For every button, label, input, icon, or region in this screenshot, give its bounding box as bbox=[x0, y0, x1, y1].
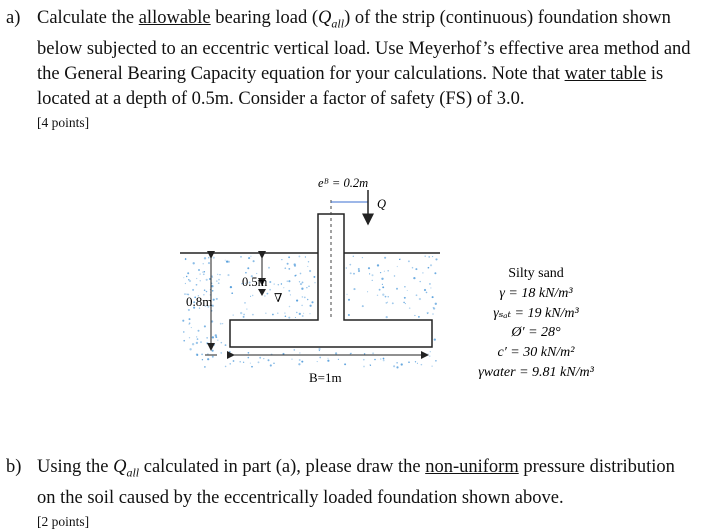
soil-dot bbox=[393, 365, 395, 367]
soil-dot bbox=[183, 277, 184, 278]
soil-dot bbox=[206, 342, 208, 344]
soil-dot bbox=[296, 312, 297, 313]
soil-dot bbox=[421, 364, 423, 366]
soil-dot bbox=[204, 366, 206, 368]
soil-dot bbox=[429, 283, 431, 285]
soil-dot bbox=[189, 324, 190, 325]
soil-dot bbox=[372, 274, 374, 276]
soil-dot bbox=[256, 273, 257, 274]
soil-dot bbox=[296, 300, 298, 302]
soil-dot bbox=[290, 294, 291, 295]
soil-dot bbox=[218, 282, 220, 284]
soil-dot bbox=[422, 272, 423, 273]
soil-dot bbox=[218, 279, 220, 281]
soil-dot bbox=[196, 336, 197, 337]
soil-dot bbox=[408, 260, 410, 262]
soil-dot bbox=[404, 286, 406, 288]
soil-dot bbox=[293, 349, 295, 351]
soil-dot bbox=[227, 274, 229, 276]
soil-dot bbox=[284, 312, 285, 313]
soil-dot bbox=[317, 361, 318, 362]
soil-dot bbox=[285, 315, 287, 317]
soil-dot bbox=[243, 316, 245, 318]
soil-gamma-water: γwater = 9.81 kN/m³ bbox=[478, 365, 594, 380]
soil-dot bbox=[240, 256, 242, 258]
soil-dot bbox=[369, 273, 370, 274]
soil-dot bbox=[404, 297, 406, 299]
soil-dot bbox=[309, 313, 310, 314]
soil-dot bbox=[318, 348, 320, 350]
soil-dot bbox=[424, 255, 425, 256]
soil-dot bbox=[189, 280, 191, 282]
soil-dot bbox=[189, 337, 190, 338]
soil-dot bbox=[382, 294, 384, 296]
soil-dot bbox=[302, 315, 304, 317]
soil-dot bbox=[294, 265, 296, 267]
soil-dot bbox=[187, 272, 189, 274]
soil-dot bbox=[182, 320, 184, 322]
soil-dot bbox=[220, 352, 222, 354]
soil-dot bbox=[208, 257, 209, 258]
soil-dot bbox=[305, 256, 306, 257]
soil-dot bbox=[246, 309, 247, 310]
soil-dot bbox=[348, 314, 350, 316]
soil-dot bbox=[311, 301, 313, 303]
soil-dot bbox=[183, 340, 185, 342]
soil-dot bbox=[298, 363, 300, 365]
soil-dot bbox=[362, 257, 363, 258]
soil-dot bbox=[212, 336, 214, 338]
soil-dot bbox=[409, 307, 411, 309]
soil-dot bbox=[346, 267, 347, 268]
soil-dot bbox=[288, 280, 290, 282]
non-uniform-underlined: non-uniform bbox=[425, 457, 519, 477]
soil-dot bbox=[204, 271, 206, 273]
soil-dot bbox=[213, 257, 215, 259]
soil-dot bbox=[198, 330, 200, 332]
soil-dot bbox=[270, 364, 272, 366]
soil-dot bbox=[212, 356, 214, 358]
soil-dot bbox=[191, 327, 192, 328]
soil-dot bbox=[304, 297, 306, 299]
soil-dot bbox=[302, 281, 304, 283]
soil-dot bbox=[435, 258, 437, 260]
soil-dot bbox=[230, 286, 232, 288]
soil-dot bbox=[219, 274, 220, 275]
soil-dot bbox=[387, 270, 389, 272]
soil-dot bbox=[383, 359, 385, 361]
soil-dot bbox=[299, 359, 301, 361]
soil-dot bbox=[379, 289, 381, 291]
soil-dot bbox=[225, 260, 226, 261]
soil-dot bbox=[338, 359, 339, 360]
soil-name: Silty sand bbox=[508, 266, 564, 281]
soil-dot bbox=[250, 363, 251, 364]
soil-dot bbox=[196, 278, 197, 279]
soil-dot bbox=[198, 269, 200, 271]
soil-dot bbox=[258, 361, 260, 363]
water-depth-label: 0.5m bbox=[242, 275, 268, 289]
soil-dot bbox=[363, 359, 365, 361]
soil-dot bbox=[197, 338, 199, 340]
soil-dot bbox=[399, 259, 400, 260]
soil-dot bbox=[264, 295, 265, 296]
soil-gamma-sat: γₛₐₜ = 19 kN/m³ bbox=[493, 306, 579, 321]
soil-dot bbox=[278, 284, 279, 285]
soil-dot bbox=[288, 317, 290, 319]
soil-dot bbox=[434, 272, 436, 274]
soil-dot bbox=[269, 289, 271, 291]
soil-dot bbox=[344, 363, 346, 365]
soil-dot bbox=[217, 339, 218, 340]
soil-dot bbox=[295, 317, 296, 318]
soil-dot bbox=[301, 288, 303, 290]
soil-dot bbox=[407, 290, 408, 291]
soil-dot bbox=[358, 268, 360, 270]
soil-dot bbox=[188, 309, 190, 311]
soil-dot bbox=[212, 350, 214, 352]
soil-dot bbox=[403, 302, 405, 304]
soil-dot bbox=[186, 276, 187, 277]
soil-dot bbox=[401, 363, 403, 365]
soil-dot bbox=[367, 291, 368, 292]
soil-dot bbox=[240, 312, 242, 314]
water-table-symbol: ∇ bbox=[274, 291, 283, 305]
load-label: Q bbox=[377, 197, 387, 211]
soil-dot bbox=[301, 361, 303, 363]
soil-dot bbox=[289, 306, 291, 308]
soil-dot bbox=[306, 287, 307, 288]
soil-dot bbox=[372, 352, 374, 354]
soil-dot bbox=[225, 366, 227, 368]
soil-dot bbox=[245, 272, 247, 274]
allowable-underlined: allowable bbox=[138, 8, 211, 28]
soil-dot bbox=[418, 316, 420, 318]
soil-dot bbox=[273, 362, 275, 364]
soil-dot bbox=[265, 313, 266, 314]
soil-dot bbox=[353, 288, 355, 290]
soil-dot bbox=[216, 280, 218, 282]
soil-dot bbox=[247, 267, 249, 269]
soil-dot bbox=[377, 295, 378, 296]
question-a-points: [4 points] bbox=[37, 114, 90, 130]
soil-dot bbox=[386, 316, 388, 318]
soil-dot bbox=[204, 289, 206, 291]
soil-dot bbox=[250, 296, 251, 297]
soil-dot bbox=[268, 267, 270, 269]
soil-dot bbox=[382, 284, 383, 285]
soil-dot bbox=[253, 260, 255, 262]
soil-dot bbox=[435, 303, 437, 305]
soil-dot bbox=[368, 267, 370, 269]
soil-dot bbox=[183, 331, 184, 332]
soil-dot bbox=[419, 298, 421, 300]
soil-dot bbox=[303, 313, 304, 314]
soil-dot bbox=[358, 270, 360, 272]
soil-dot bbox=[207, 358, 209, 360]
soil-dot bbox=[287, 263, 289, 265]
soil-dot bbox=[300, 273, 302, 275]
soil-dot bbox=[319, 357, 321, 359]
soil-dot bbox=[419, 281, 420, 282]
soil-dot bbox=[426, 292, 428, 294]
soil-dot bbox=[299, 313, 301, 315]
soil-dot bbox=[252, 314, 254, 316]
soil-phi: Ø′ = 28° bbox=[511, 325, 561, 340]
soil-dot bbox=[394, 275, 395, 276]
soil-dot bbox=[287, 280, 288, 281]
soil-dot bbox=[415, 268, 417, 270]
soil-dot bbox=[307, 299, 309, 301]
soil-dot bbox=[363, 366, 365, 368]
soil-dot bbox=[202, 359, 203, 360]
q-all-symbol-b: $Q_{all}$ bbox=[113, 457, 140, 480]
question-b-number: b) bbox=[6, 457, 22, 477]
soil-dot bbox=[396, 288, 398, 290]
soil-dot bbox=[349, 264, 351, 266]
soil-dot bbox=[248, 357, 250, 359]
soil-dot bbox=[364, 353, 366, 355]
question-a-number: a) bbox=[6, 8, 21, 28]
soil-dot bbox=[189, 348, 191, 350]
soil-dot bbox=[377, 264, 379, 266]
soil-dot bbox=[244, 302, 245, 303]
soil-dot bbox=[196, 342, 198, 344]
soil-dot bbox=[300, 283, 302, 285]
soil-dot bbox=[185, 259, 187, 261]
soil-dot bbox=[427, 312, 429, 314]
soil-dot bbox=[213, 299, 215, 301]
soil-dot bbox=[353, 273, 355, 275]
soil-dot bbox=[431, 366, 432, 367]
soil-dot bbox=[268, 359, 270, 361]
soil-dot bbox=[397, 266, 398, 267]
soil-dot bbox=[319, 350, 320, 351]
q-all-symbol: $Q_{all}$ bbox=[318, 8, 345, 31]
soil-dot bbox=[380, 358, 381, 359]
soil-dot bbox=[433, 307, 435, 309]
soil-dot bbox=[424, 289, 426, 291]
soil-dot bbox=[353, 256, 354, 257]
soil-dot bbox=[213, 344, 215, 346]
soil-dot bbox=[202, 272, 203, 273]
soil-dot bbox=[396, 366, 398, 368]
soil-dot bbox=[233, 360, 235, 362]
soil-dot bbox=[350, 353, 351, 354]
soil-dot bbox=[206, 291, 207, 292]
soil-dot bbox=[263, 358, 264, 359]
soil-dot bbox=[231, 292, 233, 294]
soil-dot bbox=[222, 323, 223, 324]
soil-dot bbox=[193, 262, 195, 264]
soil-dot bbox=[313, 276, 315, 278]
soil-dot bbox=[432, 313, 434, 315]
soil-dot bbox=[229, 351, 231, 353]
soil-dot bbox=[207, 353, 208, 354]
soil-dot bbox=[405, 303, 406, 304]
soil-dot bbox=[200, 274, 201, 275]
soil-dot bbox=[196, 284, 198, 286]
soil-dot bbox=[206, 279, 208, 281]
soil-dot bbox=[327, 360, 329, 362]
width-label: B=1m bbox=[309, 370, 342, 385]
soil-dot bbox=[259, 357, 261, 359]
soil-dot bbox=[192, 289, 194, 291]
soil-dot bbox=[348, 299, 350, 301]
depth-label: 0.8m bbox=[186, 294, 213, 309]
soil-dot bbox=[430, 287, 431, 288]
water-table-underlined: water table bbox=[564, 63, 647, 84]
soil-dot bbox=[215, 334, 217, 336]
water-table-marker bbox=[258, 289, 266, 296]
soil-dot bbox=[385, 296, 387, 298]
soil-dot bbox=[380, 272, 381, 273]
soil-dot bbox=[225, 344, 227, 346]
soil-dot bbox=[308, 286, 309, 287]
soil-dot bbox=[288, 268, 290, 270]
soil-dot bbox=[228, 261, 230, 263]
question-a-text: Calculate the allowable bearing load $(Q_{all})$ of the strip (continuous) foundation shown below subjected to an eccentric vertical load. Use Meyerhof’s effective area method and the General Bearing Capacity equation for your calculations. Note that water table is located at a depth of 0.5m. Consider a factor of safety (FS) of 3.0. [4 points] bbox=[37, 6, 697, 132]
soil-dot bbox=[415, 361, 416, 362]
soil-dot bbox=[283, 287, 284, 288]
soil-dot bbox=[346, 294, 347, 295]
soil-dot bbox=[200, 341, 202, 343]
soil-dot bbox=[374, 359, 376, 361]
soil-dot bbox=[362, 305, 364, 307]
soil-dot bbox=[243, 362, 244, 363]
soil-dot bbox=[381, 278, 383, 280]
soil-cohesion: c′ = 30 kN/m² bbox=[497, 345, 575, 360]
soil-dot bbox=[416, 294, 418, 296]
soil-dot bbox=[434, 338, 436, 340]
soil-dot bbox=[430, 351, 431, 352]
soil-dot bbox=[408, 361, 410, 363]
soil-dot bbox=[201, 353, 203, 355]
soil-dot bbox=[239, 361, 241, 363]
soil-dot bbox=[386, 302, 388, 304]
soil-dot bbox=[230, 363, 231, 364]
soil-dot bbox=[384, 271, 385, 272]
soil-dot bbox=[432, 296, 434, 298]
soil-dot bbox=[299, 352, 300, 353]
soil-dot bbox=[294, 275, 296, 277]
soil-dot bbox=[204, 325, 206, 327]
question-b-text: Using the $Q_{all}$ calculated in part (a), please draw the non-uniform pressure distribution on the soil caused by the eccentrically loaded foundation shown above. [2 points] bbox=[37, 455, 697, 531]
soil-dot bbox=[288, 256, 290, 258]
soil-dot bbox=[432, 256, 433, 257]
soil-dot bbox=[232, 314, 233, 315]
soil-dot bbox=[369, 364, 371, 366]
soil-dot bbox=[307, 266, 308, 267]
soil-gamma: γ = 18 kN/m³ bbox=[499, 286, 573, 301]
soil-dot bbox=[220, 323, 222, 325]
question-b-points: [2 points] bbox=[37, 513, 90, 529]
soil-dot bbox=[308, 261, 309, 262]
soil-dot bbox=[216, 298, 218, 300]
soil-dot bbox=[413, 277, 415, 279]
soil-dot bbox=[250, 256, 251, 257]
soil-dot bbox=[274, 283, 275, 284]
soil-dot bbox=[412, 267, 414, 269]
soil-dot bbox=[430, 264, 432, 266]
soil-dot bbox=[221, 342, 223, 344]
soil-dot bbox=[301, 305, 303, 307]
soil-dot bbox=[392, 302, 394, 304]
soil-dot bbox=[208, 262, 210, 264]
soil-dot bbox=[382, 286, 384, 288]
soil-dot bbox=[204, 257, 206, 259]
soil-dot bbox=[302, 296, 304, 298]
soil-dot bbox=[372, 280, 373, 281]
soil-dot bbox=[248, 257, 250, 259]
soil-dot bbox=[248, 352, 250, 354]
soil-dot bbox=[272, 314, 274, 316]
soil-dot bbox=[298, 255, 300, 257]
soil-dot bbox=[281, 283, 282, 284]
soil-dot bbox=[267, 293, 269, 295]
soil-dot bbox=[309, 305, 311, 307]
soil-dot bbox=[212, 277, 213, 278]
soil-dot bbox=[277, 313, 278, 314]
soil-dot bbox=[203, 273, 205, 275]
soil-dot bbox=[299, 281, 300, 282]
soil-dot bbox=[211, 285, 213, 287]
soil-speckle bbox=[182, 255, 437, 368]
soil-dot bbox=[192, 343, 194, 345]
eccentricity-label: eᴮ = 0.2m bbox=[318, 176, 369, 190]
soil-dot bbox=[203, 263, 204, 264]
soil-dot bbox=[396, 362, 398, 364]
soil-dot bbox=[383, 358, 385, 360]
soil-dot bbox=[384, 257, 386, 259]
soil-dot bbox=[251, 366, 253, 368]
soil-dot bbox=[414, 315, 415, 316]
soil-dot bbox=[291, 358, 292, 359]
soil-dot bbox=[206, 337, 207, 338]
soil-dot bbox=[200, 280, 201, 281]
soil-dot bbox=[427, 353, 428, 354]
soil-dot bbox=[309, 270, 311, 272]
soil-dot bbox=[315, 282, 316, 283]
soil-dot bbox=[417, 363, 418, 364]
soil-dot bbox=[350, 272, 352, 274]
soil-dot bbox=[269, 281, 271, 283]
soil-dot bbox=[212, 290, 214, 292]
soil-dot bbox=[284, 267, 286, 269]
soil-dot bbox=[388, 296, 389, 297]
soil-dot bbox=[327, 358, 328, 359]
soil-dot bbox=[196, 353, 198, 355]
soil-dot bbox=[429, 355, 430, 356]
soil-dot bbox=[217, 274, 218, 275]
soil-dot bbox=[189, 318, 191, 320]
soil-dot bbox=[243, 314, 245, 316]
soil-dot bbox=[288, 290, 290, 292]
soil-dot bbox=[185, 283, 186, 284]
soil-dot bbox=[435, 360, 437, 362]
soil-dot bbox=[252, 295, 253, 296]
soil-dot bbox=[428, 256, 430, 258]
soil-dot bbox=[281, 259, 282, 260]
soil-dot bbox=[428, 267, 430, 269]
soil-dot bbox=[335, 352, 337, 354]
